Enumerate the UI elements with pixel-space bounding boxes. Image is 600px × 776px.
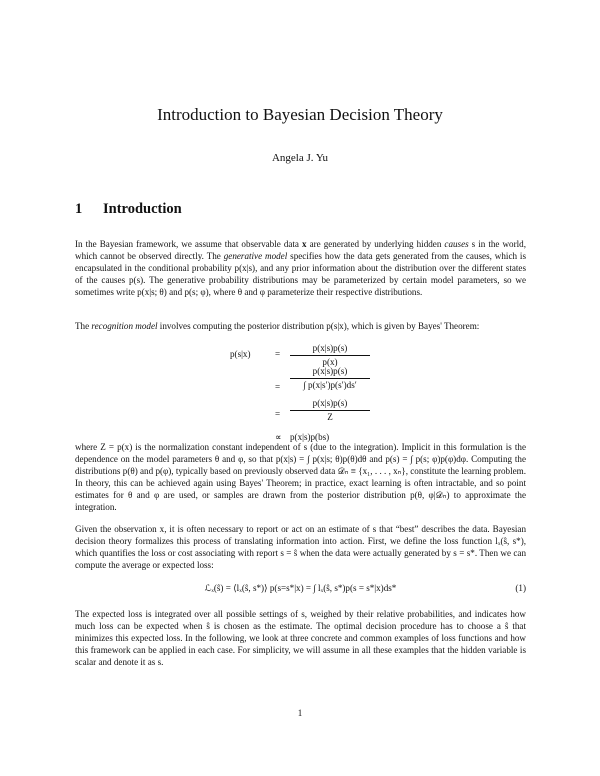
- paragraph-framework: In the Bayesian framework, we assume that observable data x are generated by underlying hidden causes s in the world, which cannot be observed directly. The generative model specifies how the data gets generated from the causes, which is encapsulated in the conditional probability p(x|s), and any prior information about the distribution over the different states of the causes p(s). The generative probability distributions may be parameterized by certain model parameters, so we sometimes write p(x|s; θ) and p(s; φ), where θ and φ parameterize their respective distributions.: [75, 239, 527, 298]
- eq1-body: ℒₓ(ŝ) = ⟨lₓ(ŝ, s*)⟩ p(s=s*|x) = ∫ lₓ(ŝ, s*)p(s = s*|x)ds*: [204, 583, 397, 593]
- eq-row-4: p(x|s)p(bs): [290, 432, 330, 442]
- paragraph-decision: Given the observation x, it is often necessary to report or act on an estimate of s that “best” describes the data. Bayesian decision theory formalizes this process of translating information into action. First, we define the loss function lₓ(ŝ, s*), which quantifies the loss or cost associating with report s = ŝ when the data were actually generated by s = s*. Then we can compute the average or expected loss:: [75, 524, 526, 571]
- section-title: Introduction: [103, 201, 182, 217]
- section-heading: [75, 201, 182, 218]
- paragraph-expected-loss: The expected loss is integrated over all possible settings of s, weighed by their relative probabilities, and indicates how much loss can be expected when ŝ is chosen as the estimate. The optimal decision procedure has to choose a ŝ that minimizes this expected loss. In the following, we look at three concrete and common examples of loss functions and how this framework can be applied in each case. For simplicity, we will assume in all these examples that the hidden variable is scalar and denote it as s.: [75, 609, 526, 668]
- eq-proportional: ∝: [275, 432, 282, 442]
- paragraph-normalization: where Z = p(x) is the normalization constant independent of s (due to the integration). Implicit in this formulation is the dependence on the model parameters θ and φ, so that p(x|s) = ∫ p(x|s; θ)p(θ)dθ and p(s) = ∫ p(s; φ)p(φ)dφ. Computing the distributions p(θ) and p(φ), typically based on previously observed data 𝒟ₙ ≡ {x₁, . . . , xₙ}, constitute the learning problem. In theory, this can be achieved again using Bayes' Theorem; in practice, exact learning is often intractable, and so point estimates for θ and φ are used, or samples are drawn from the posterior distribution p(θ, φ|𝒟ₙ) to approximate the integration.: [75, 442, 526, 513]
- eq1-number: (1): [515, 583, 526, 593]
- page-number: 1: [297, 708, 303, 718]
- section-number: 1: [75, 201, 83, 217]
- eq-fraction-1: p(x|s)p(s) p(x): [290, 343, 370, 368]
- eq-sign-1: =: [275, 349, 281, 359]
- eq-fraction-3: p(x|s)p(s) Z: [290, 398, 370, 423]
- expected-loss-equation: [75, 581, 526, 599]
- paper-title: Introduction to Bayesian Decision Theory: [157, 105, 443, 124]
- paragraph-recognition: The recognition model involves computing the posterior distribution p(s|x), which is given by Bayes' Theorem:: [75, 321, 480, 331]
- eq-sign-3: =: [275, 409, 281, 419]
- author-name: Angela J. Yu: [271, 152, 329, 164]
- eq-sign-2: =: [275, 382, 281, 392]
- eq-lhs: p(s|x): [230, 349, 251, 359]
- eq-fraction-2: p(x|s)p(s) ∫ p(x|s′)p(s′)ds′: [290, 366, 370, 391]
